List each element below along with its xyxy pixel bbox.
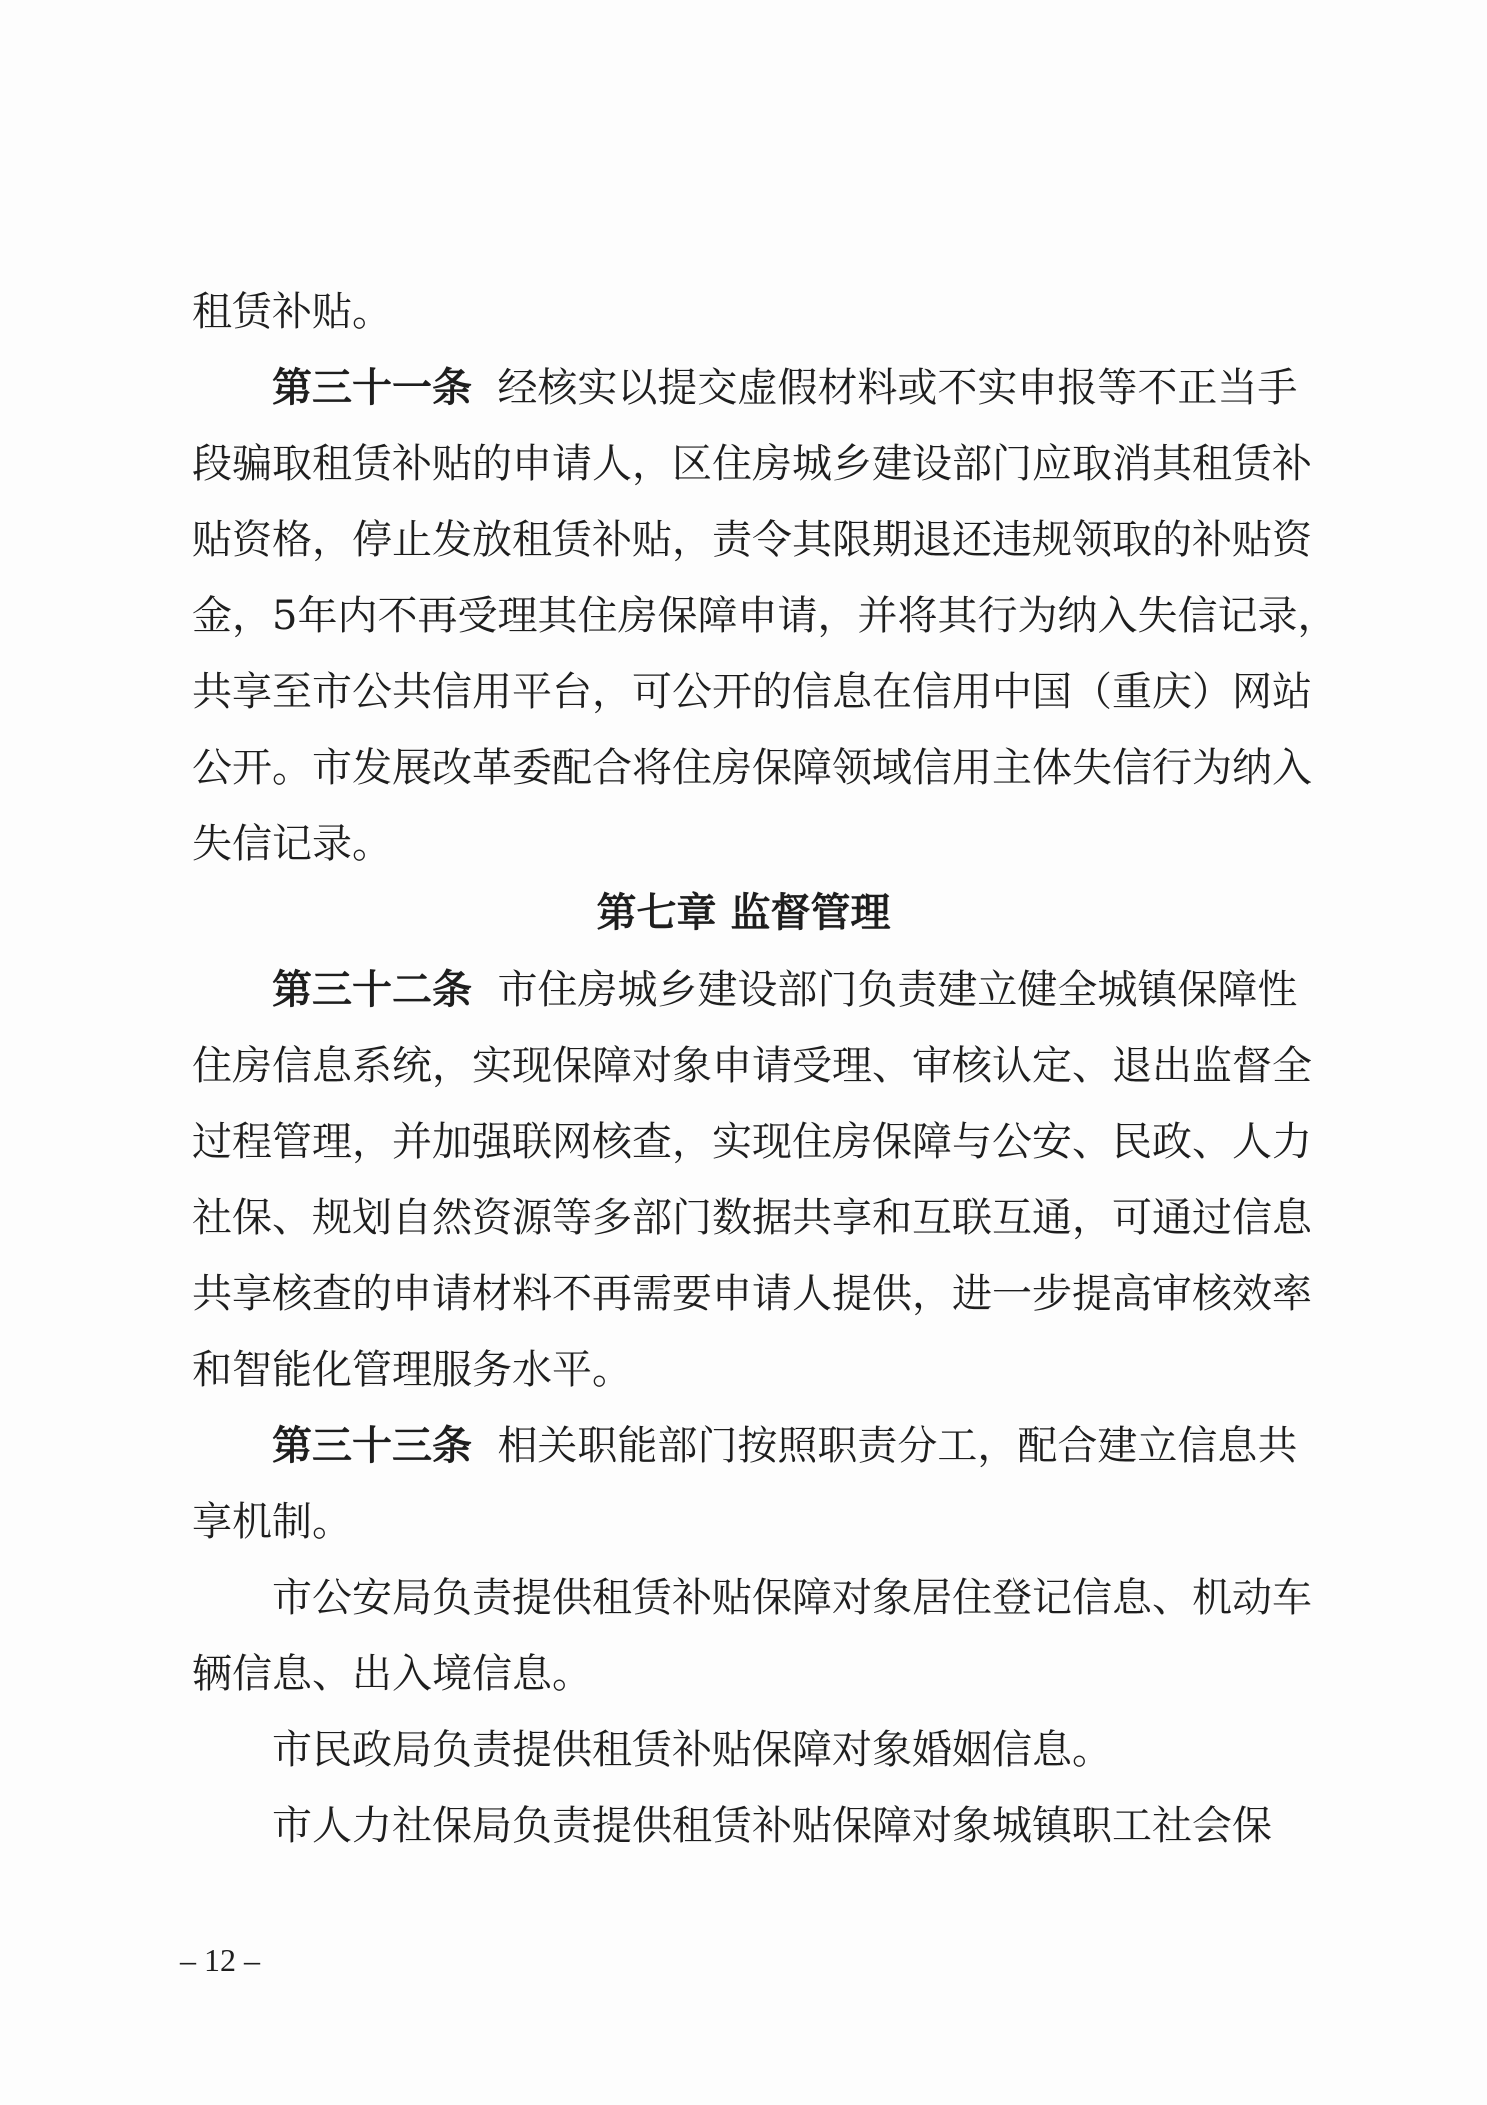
body-line-16: 市民政局负责提供租赁补贴保障对象婚姻信息。 <box>272 1727 1112 1773</box>
body-line-12: 和智能化管理服务水平。 <box>192 1347 632 1393</box>
body-line-5: 共享至市公共信用平台，可公开的信息在信用中国（重庆）网站 <box>192 669 1312 715</box>
chapter-7-heading: 第七章 监督管理 <box>596 890 891 936</box>
article-32-text: 市住房城乡建设部门负责建立健全城镇保障性 <box>497 967 1298 1013</box>
article-33-first-line <box>272 1422 1298 1469</box>
page-number: – 12 – <box>180 1942 260 1978</box>
body-line-15: 辆信息、出入境信息。 <box>192 1651 592 1697</box>
body-line-10: 社保、规划自然资源等多部门数据共享和互联互通，可通过信息 <box>192 1195 1312 1241</box>
article-32-first-line <box>272 966 1298 1013</box>
body-line-9: 过程管理，并加强联网核查，实现住房保障与公安、民政、人力 <box>192 1119 1312 1165</box>
body-line-3: 贴资格，停止发放租赁补贴，责令其限期退还违规领取的补贴资 <box>192 517 1312 563</box>
body-line-6: 公开。市发展改革委配合将住房保障领域信用主体失信行为纳入 <box>192 745 1312 791</box>
article-33-label: 第三十三条 <box>272 1422 472 1469</box>
body-line-13: 享机制。 <box>192 1499 352 1545</box>
article-31-text: 经核实以提交虚假材料或不实申报等不正当手 <box>497 365 1298 411</box>
body-line-1: 租赁补贴。 <box>192 289 392 335</box>
body-line-17: 市人力社保局负责提供租赁补贴保障对象城镇职工社会保 <box>272 1803 1272 1849</box>
article-31-first-line <box>272 364 1298 411</box>
body-line-8: 住房信息系统，实现保障对象申请受理、审核认定、退出监督全 <box>192 1043 1312 1089</box>
body-line-4: 金，5年内不再受理其住房保障申请，并将其行为纳入失信记录， <box>192 593 1338 639</box>
body-line-2: 段骗取租赁补贴的申请人，区住房城乡建设部门应取消其租赁补 <box>192 441 1312 487</box>
article-31-label: 第三十一条 <box>272 364 472 411</box>
article-33-text: 相关职能部门按照职责分工，配合建立信息共 <box>497 1423 1298 1469</box>
body-line-14: 市公安局负责提供租赁补贴保障对象居住登记信息、机动车 <box>272 1575 1312 1621</box>
body-line-11: 共享核查的申请材料不再需要申请人提供，进一步提高审核效率 <box>192 1271 1312 1317</box>
body-line-7: 失信记录。 <box>192 821 392 867</box>
article-32-label: 第三十二条 <box>272 966 472 1013</box>
